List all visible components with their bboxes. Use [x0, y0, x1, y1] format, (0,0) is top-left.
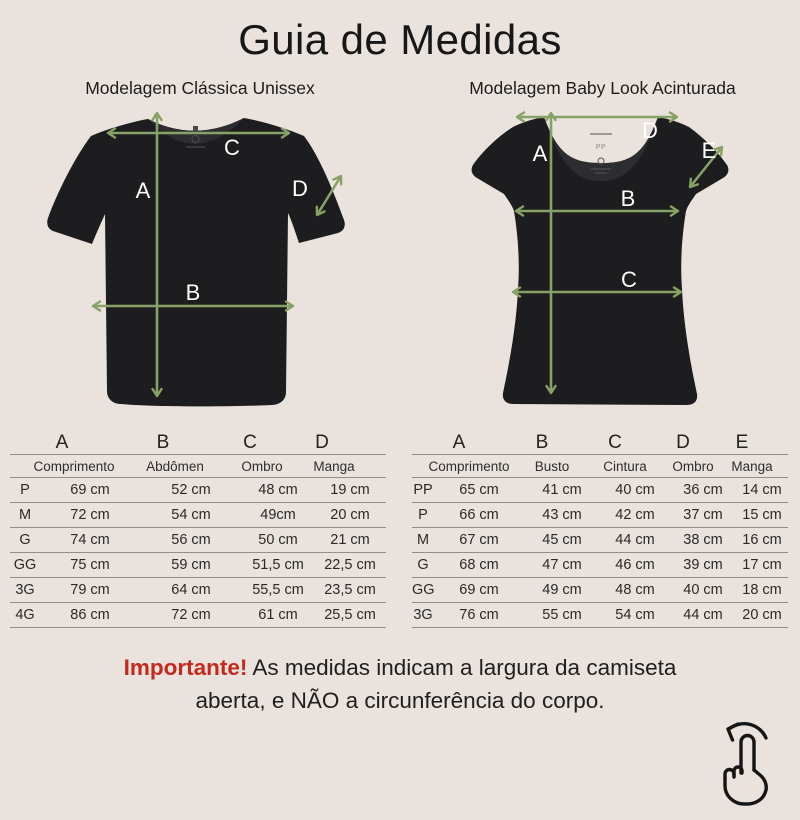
measure-header-row: [10, 455, 386, 478]
swipe-gesture-icon: [702, 712, 786, 808]
value-cell: 41 cm: [542, 482, 582, 498]
value-cell: 48 cm: [258, 482, 298, 498]
measure-label-b: B: [620, 186, 636, 211]
value-cell: 48 cm: [615, 582, 655, 598]
value-cell: 72 cm: [70, 507, 110, 523]
value-cell: 18 cm: [742, 582, 782, 598]
size-cell: M: [18, 507, 32, 523]
value-cell: 54 cm: [615, 607, 655, 623]
value-cell: 69 cm: [459, 582, 499, 598]
value-cell: 79 cm: [70, 582, 110, 598]
measure-label-a: A: [135, 178, 151, 203]
hand-palm: [725, 770, 766, 804]
col-letter: D: [676, 432, 690, 453]
note-line2-text: aberta, e NÃO a circunferência do corpo.: [195, 688, 605, 713]
value-cell: 20 cm: [330, 507, 370, 523]
measure-label-b: B: [185, 280, 201, 305]
value-cell: 14 cm: [742, 482, 782, 498]
value-cell: 74 cm: [70, 532, 110, 548]
letters-header-row: [10, 432, 386, 455]
value-cell: 75 cm: [70, 557, 110, 573]
value-cell: 65 cm: [459, 482, 499, 498]
col-letter: A: [55, 432, 69, 453]
classic-size-table: [10, 432, 386, 628]
babylook-shirt-illustration: [460, 103, 740, 413]
value-cell: 38 cm: [683, 532, 723, 548]
note-line-1: [124, 655, 677, 680]
size-cell: 4G: [15, 607, 35, 623]
value-cell: 51,5 cm: [252, 557, 304, 573]
table-row: [412, 503, 788, 528]
value-cell: 59 cm: [171, 557, 211, 573]
col-letter: B: [535, 432, 549, 453]
value-cell: 40 cm: [615, 482, 655, 498]
value-cell: 16 cm: [742, 532, 782, 548]
value-cell: 66 cm: [459, 507, 499, 523]
important-note: [80, 651, 720, 717]
value-cell: 49cm: [260, 507, 296, 523]
babylook-size-table: [412, 432, 788, 628]
col-letter: D: [315, 432, 329, 453]
col-header: Abdômen: [146, 458, 204, 474]
col-letter: C: [243, 432, 257, 453]
measure-header-row: [412, 455, 788, 478]
value-cell: 37 cm: [683, 507, 723, 523]
col-header: Manga: [313, 458, 355, 474]
table-row: [10, 478, 386, 503]
value-cell: 19 cm: [330, 482, 370, 498]
collar-tag-label: PP: [595, 144, 607, 151]
classic-tshirt-silhouette: [47, 118, 345, 406]
value-cell: 55,5 cm: [252, 582, 304, 598]
value-cell: 61 cm: [258, 607, 298, 623]
col-header: Busto: [534, 458, 570, 474]
col-header: Ombro: [241, 458, 283, 474]
measure-label-e: E: [701, 138, 717, 163]
measure-label-c: C: [224, 135, 240, 160]
value-cell: 72 cm: [171, 607, 211, 623]
size-cell: GG: [412, 582, 435, 598]
babylook-tshirt-silhouette: [472, 117, 729, 405]
value-cell: 55 cm: [542, 607, 582, 623]
value-cell: 86 cm: [70, 607, 110, 623]
table-row: [412, 578, 788, 603]
value-cell: 17 cm: [742, 557, 782, 573]
value-cell: 54 cm: [171, 507, 211, 523]
col-header: Cintura: [603, 458, 647, 474]
value-cell: 42 cm: [615, 507, 655, 523]
col-letter: E: [735, 432, 749, 453]
size-cell: 3G: [413, 607, 433, 623]
size-cell: G: [19, 532, 31, 548]
value-cell: 46 cm: [615, 557, 655, 573]
size-cell: GG: [13, 557, 37, 573]
measure-label-d: D: [292, 176, 308, 201]
value-cell: 44 cm: [615, 532, 655, 548]
size-cell: 3G: [15, 582, 35, 598]
value-cell: 69 cm: [70, 482, 110, 498]
col-header: Comprimento: [428, 458, 510, 474]
table-row: [412, 478, 788, 503]
value-cell: 47 cm: [542, 557, 582, 573]
value-cell: 36 cm: [683, 482, 723, 498]
hand-finger: [741, 736, 754, 774]
col-letter: A: [452, 432, 466, 453]
table-row: [10, 553, 386, 578]
value-cell: 45 cm: [542, 532, 582, 548]
size-cell: PP: [413, 482, 433, 498]
measure-label-a: A: [532, 141, 548, 166]
table-row: [10, 578, 386, 603]
value-cell: 21 cm: [330, 532, 370, 548]
classic-shirt-illustration: [35, 103, 355, 413]
col-letter: B: [156, 432, 170, 453]
value-cell: 44 cm: [683, 607, 723, 623]
swipe-arrowhead: [728, 724, 738, 740]
value-cell: 20 cm: [742, 607, 782, 623]
value-cell: 67 cm: [459, 532, 499, 548]
model-title-classic: Modelagem Clássica Unissex: [85, 78, 315, 98]
value-cell: 25,5 cm: [324, 607, 376, 623]
table-row: [10, 503, 386, 528]
page-title: Guia de Medidas: [238, 16, 562, 63]
value-cell: 76 cm: [459, 607, 499, 623]
value-cell: 68 cm: [459, 557, 499, 573]
table-row: [412, 553, 788, 578]
size-cell: M: [416, 532, 430, 548]
value-cell: 64 cm: [171, 582, 211, 598]
letters-header-row: [412, 432, 788, 455]
value-cell: 43 cm: [542, 507, 582, 523]
value-cell: 52 cm: [171, 482, 211, 498]
value-cell: 40 cm: [683, 582, 723, 598]
measure-label-d: D: [642, 118, 658, 143]
value-cell: 56 cm: [171, 532, 211, 548]
size-cell: G: [417, 557, 429, 573]
value-cell: 49 cm: [542, 582, 582, 598]
col-header: Comprimento: [33, 458, 115, 474]
value-cell: 39 cm: [683, 557, 723, 573]
note-highlight: Importante!: [123, 655, 248, 680]
table-row: [412, 603, 788, 628]
measure-label-c: C: [621, 267, 637, 292]
model-title-babylook: Modelagem Baby Look Acinturada: [469, 78, 736, 98]
table-row: [10, 528, 386, 553]
col-header: Manga: [731, 458, 773, 474]
table-row: [10, 603, 386, 628]
value-cell: 50 cm: [258, 532, 298, 548]
col-letter: C: [608, 432, 622, 453]
size-cell: P: [418, 507, 428, 523]
table-row: [412, 528, 788, 553]
size-cell: P: [20, 482, 30, 498]
value-cell: 22,5 cm: [324, 557, 376, 573]
value-cell: 23,5 cm: [324, 582, 376, 598]
note-line1-text: As medidas indicam a largura da camiseta: [247, 655, 677, 680]
col-header: Ombro: [672, 458, 714, 474]
value-cell: 15 cm: [742, 507, 782, 523]
